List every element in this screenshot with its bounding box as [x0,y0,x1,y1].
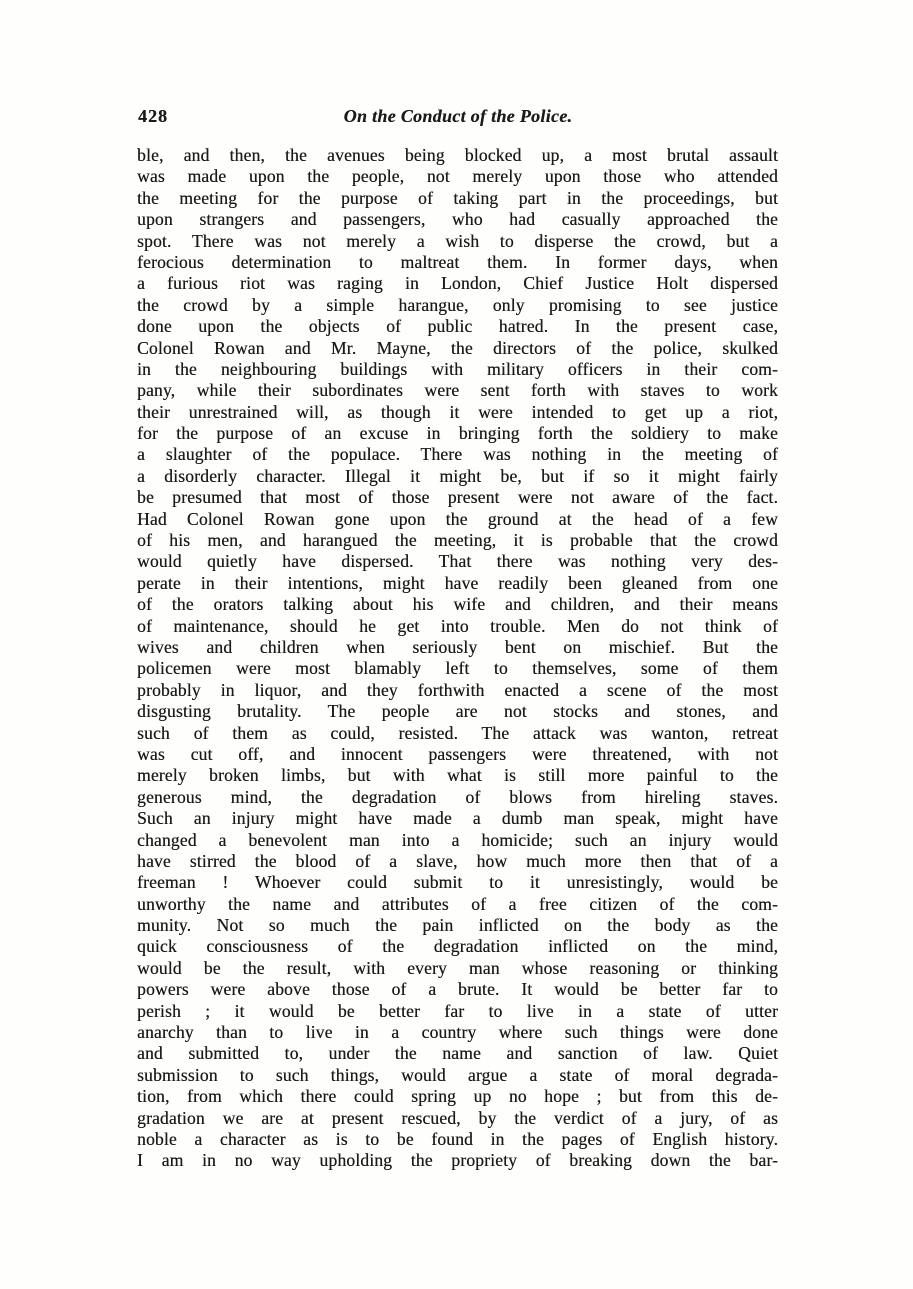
text-line: freeman ! Whoever could submit to it unresistingly, would be [137,872,778,893]
page-header [138,106,778,130]
text-line: powers were above those of a brute. It would be better far to [137,979,778,1000]
text-line: noble a character as is to be found in the pages of English history. [137,1128,778,1149]
text-line: I am in no way upholding the propriety of breaking down the bar- [137,1150,778,1171]
text-line: unworthy the name and attributes of a free citizen of the com- [137,893,778,914]
text-line: and submitted to, under the name and sanction of law. Quiet [137,1043,778,1064]
text-line: of the orators talking about his wife and children, and their means [137,594,778,615]
body-text [137,145,778,1172]
text-line: upon strangers and passengers, who had casually approached the [137,209,778,230]
text-line: the crowd by a simple harangue, only promising to see justice [137,294,778,315]
running-title: On the Conduct of the Police. [343,106,573,126]
text-line: a disorderly character. Illegal it might be, but if so it might fairly [137,465,778,486]
text-line: have stirred the blood of a slave, how much more then that of a [137,850,778,871]
text-line: was cut off, and innocent passengers were threatened, with not [137,743,778,764]
text-line: anarchy than to live in a country where such things were done [137,1022,778,1043]
text-line: wives and children when seriously bent on mischief. But the [137,636,778,657]
text-line: probably in liquor, and they forthwith enacted a scene of the most [137,679,778,700]
text-line: policemen were most blamably left to themselves, some of them [137,658,778,679]
text-line: would be the result, with every man whose reasoning or thinking [137,957,778,978]
text-line: Had Colonel Rowan gone upon the ground at the head of a few [137,508,778,529]
text-line: Colonel Rowan and Mr. Mayne, the directors of the police, skulked [137,337,778,358]
text-line: of maintenance, should he get into trouble. Men do not think of [137,615,778,636]
text-line: be presumed that most of those present were not aware of the fact. [137,487,778,508]
page-number: 428 [138,106,168,126]
text-line: the meeting for the purpose of taking part in the proceedings, but [137,187,778,208]
text-line: quick consciousness of the degradation inflicted on the mind, [137,936,778,957]
text-line: munity. Not so much the pain inflicted on the body as the [137,915,778,936]
text-line: in the neighbouring buildings with military officers in their com- [137,358,778,379]
text-line: for the purpose of an excuse in bringing forth the soldiery to make [137,423,778,444]
text-line: ferocious determination to maltreat them. In former days, when [137,251,778,272]
text-line: gradation we are at present rescued, by the verdict of a jury, of as [137,1107,778,1128]
text-line: done upon the objects of public hatred. In the present case, [137,316,778,337]
text-line: a slaughter of the populace. There was nothing in the meeting of [137,444,778,465]
text-line: ble, and then, the avenues being blocked up, a most brutal assault [137,145,778,165]
text-line: spot. There was not merely a wish to disperse the crowd, but a [137,230,778,251]
text-line: perish ; it would be better far to live in a state of utter [137,1000,778,1021]
text-line: disgusting brutality. The people are not stocks and stones, and [137,701,778,722]
text-line: merely broken limbs, but with what is still more painful to the [137,765,778,786]
text-line: pany, while their subordinates were sent forth with staves to work [137,380,778,401]
text-line: generous mind, the degradation of blows from hireling staves. [137,786,778,807]
text-line: submission to such things, would argue a state of moral degrada- [137,1064,778,1085]
text-line: their unrestrained will, as though it were intended to get up a riot, [137,401,778,422]
text-line: perate in their intentions, might have readily been gleaned from one [137,572,778,593]
text-line: changed a benevolent man into a homicide; such an injury would [137,829,778,850]
text-line: Such an injury might have made a dumb man speak, might have [137,808,778,829]
text-line: would quietly have dispersed. That there was nothing very des- [137,551,778,572]
text-line: tion, from which there could spring up no hope ; but from this de- [137,1086,778,1107]
text-line: such of them as could, resisted. The attack was wanton, retreat [137,722,778,743]
text-line: a furious riot was raging in London, Chief Justice Holt dispersed [137,273,778,294]
text-line: of his men, and harangued the meeting, it is probable that the crowd [137,530,778,551]
text-line: was made upon the people, not merely upon those who attended [137,166,778,187]
